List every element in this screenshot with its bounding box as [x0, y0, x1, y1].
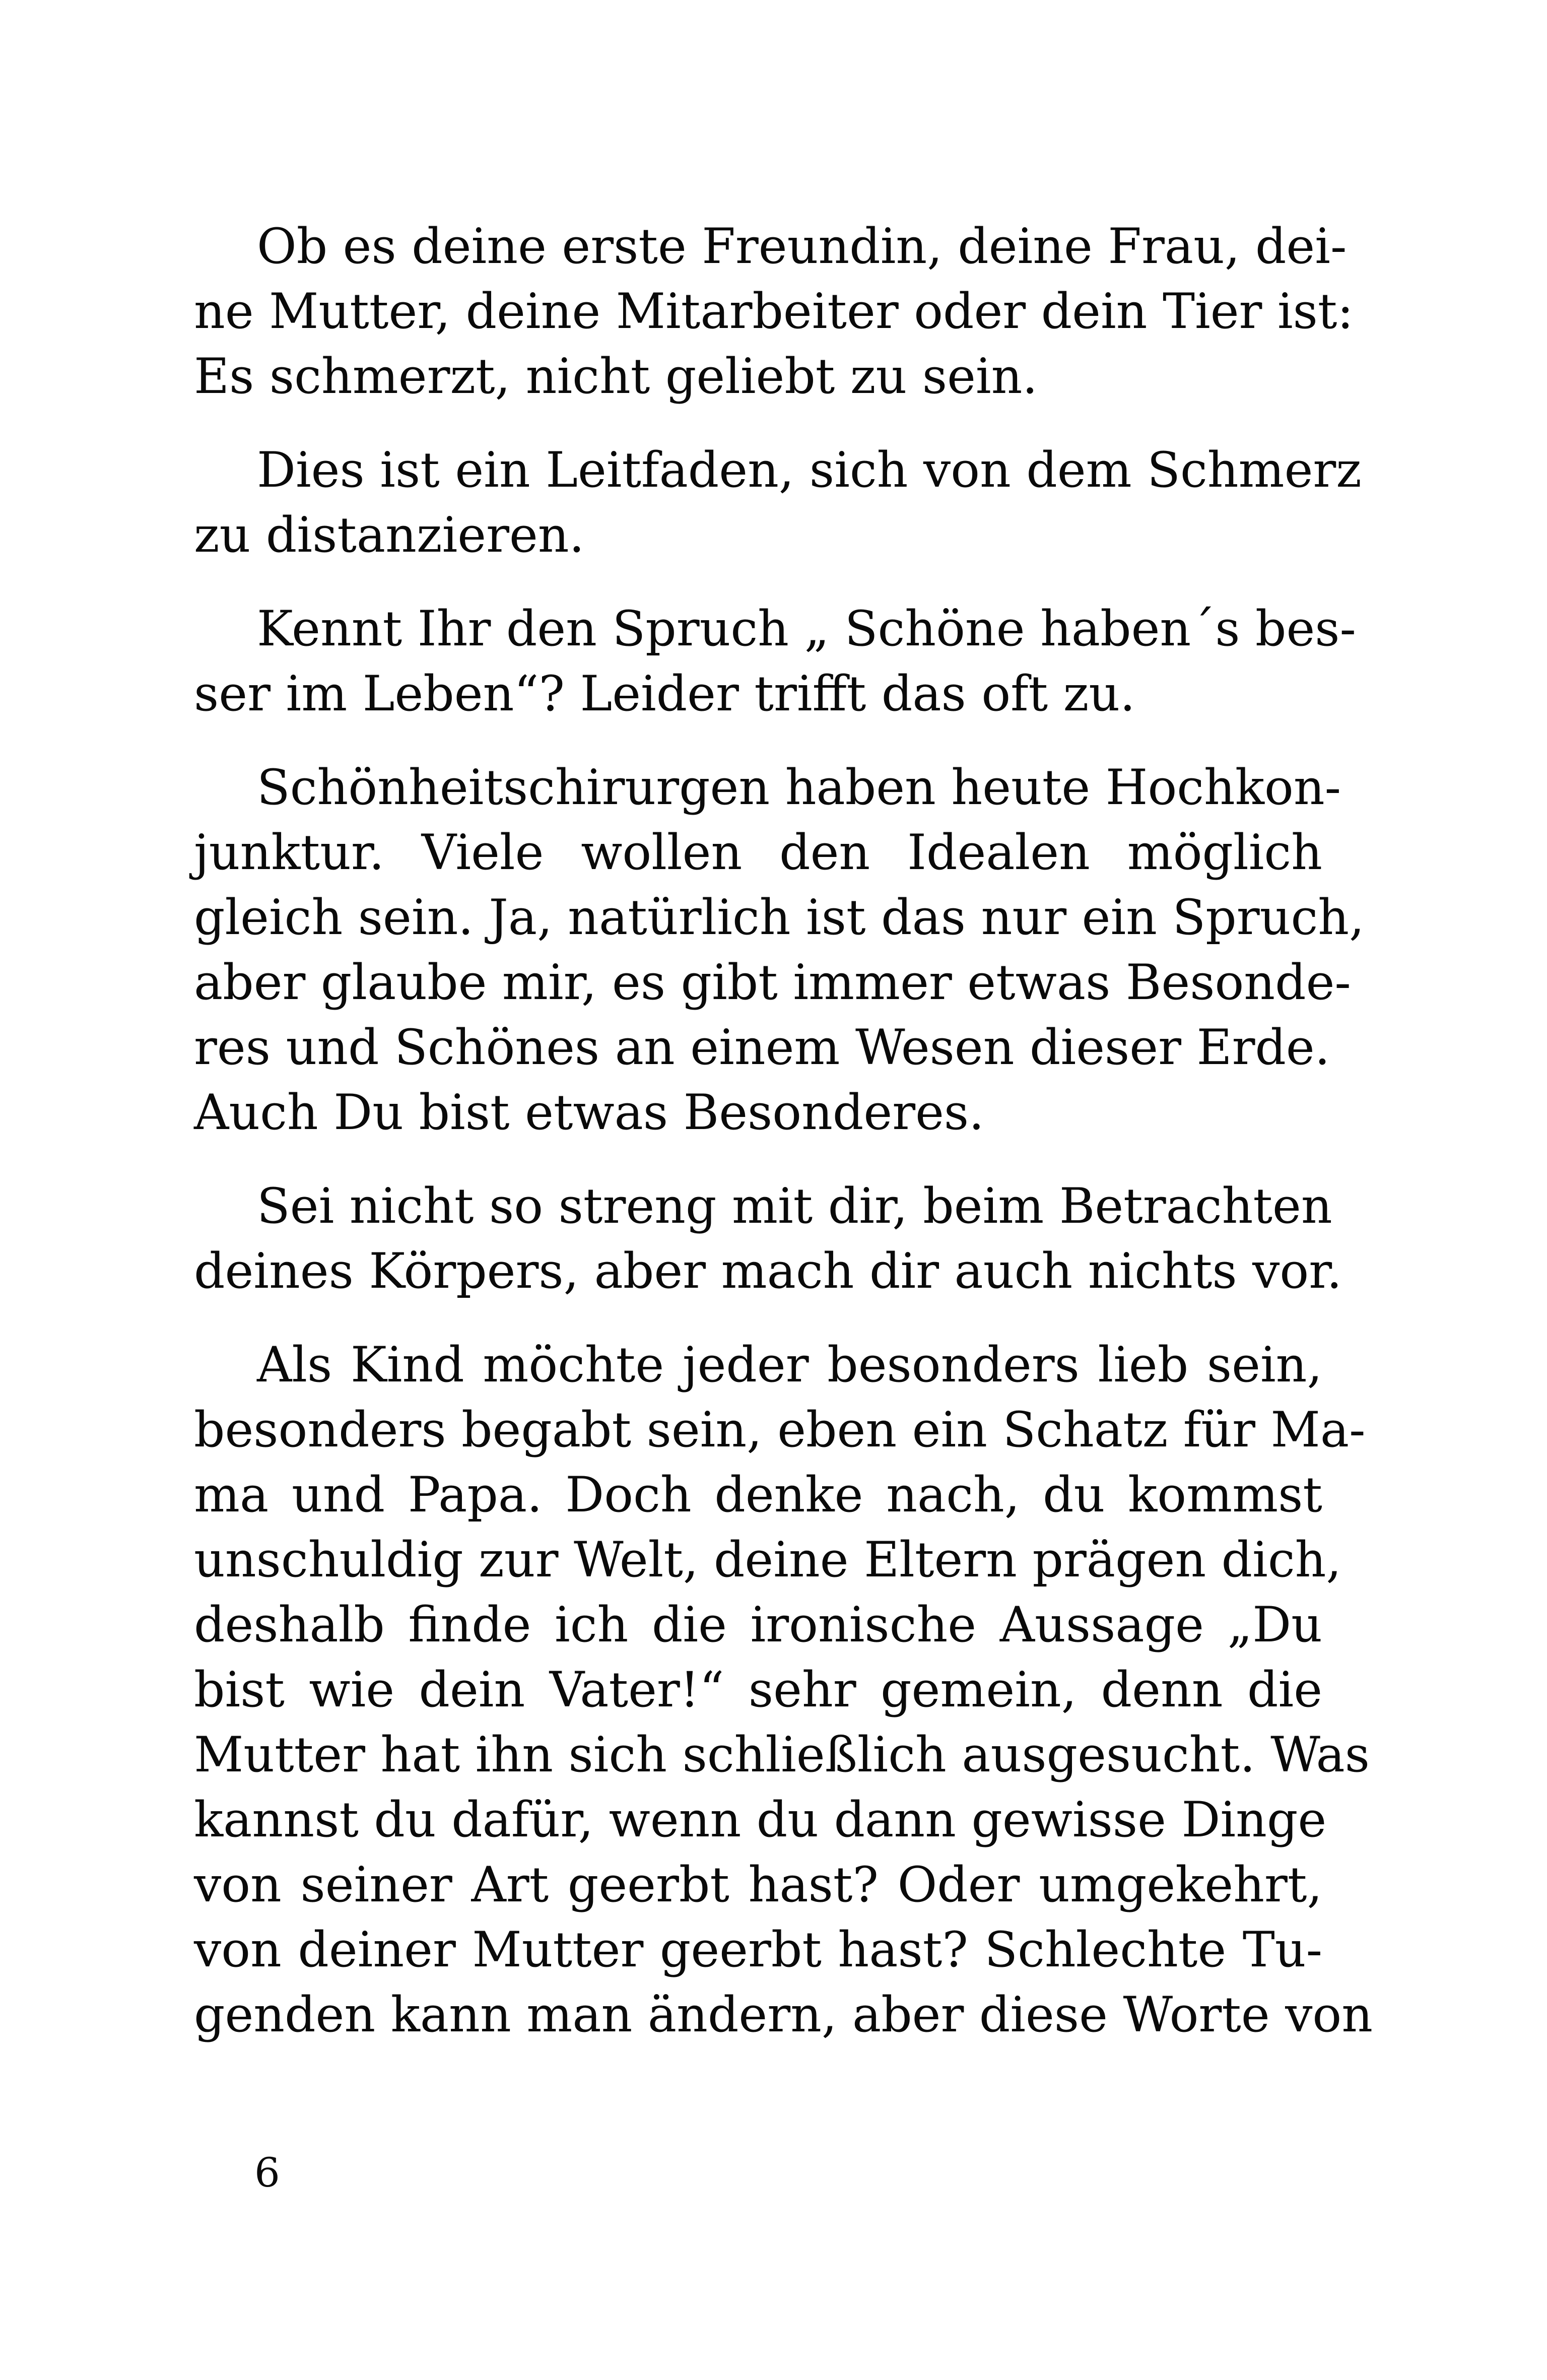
paragraph-6: [194, 1333, 1373, 2047]
paragraph-2: [194, 438, 1362, 568]
text-line: ma und Papa. Doch denke nach, du kommst: [194, 1467, 1322, 1523]
text-line: res und Schönes an einem Wesen dieser Erde.: [194, 1019, 1330, 1076]
text-line: Als Kind möchte jeder besonders lieb sein,: [257, 1337, 1322, 1393]
text-line: von deiner Mutter geerbt hast? Schlechte Tu-: [194, 1922, 1322, 1978]
text-line: junktur. Viele wollen den Idealen möglich: [194, 824, 1322, 881]
text-line: unschuldig zur Welt, deine Eltern prägen dich,: [194, 1532, 1341, 1588]
text-line: Mutter hat ihn sich schließlich ausgesucht. Was: [194, 1727, 1370, 1783]
text-line: bist wie dein Vater!“ sehr gemein, denn die: [194, 1662, 1322, 1718]
text-line: zu distanzieren.: [194, 507, 585, 563]
text-line: gleich sein. Ja, natürlich ist das nur ein Spruch,: [194, 889, 1365, 946]
body-text: [194, 214, 1373, 2076]
page-number: 6: [254, 2149, 280, 2196]
text-line: Schönheitschirurgen haben heute Hochkon-: [257, 759, 1341, 816]
text-line: deines Körpers, aber mach dir auch nichts vor.: [194, 1243, 1342, 1299]
paragraph-1: [194, 214, 1354, 409]
text-line: kannst du dafür, wenn du dann gewisse Dinge: [194, 1792, 1327, 1848]
text-line: deshalb finde ich die ironische Aussage „Du: [194, 1597, 1322, 1653]
text-line: von seiner Art geerbt hast? Oder umgekehrt,: [194, 1857, 1322, 1913]
text-line: Sei nicht so streng mit dir, beim Betrachten: [257, 1178, 1332, 1234]
text-line: aber glaube mir, es gibt immer etwas Besonde-: [194, 954, 1351, 1011]
text-line: Ob es deine erste Freundin, deine Frau, dei-: [257, 218, 1347, 275]
text-line: Auch Du bist etwas Besonderes.: [194, 1084, 984, 1141]
text-line: ne Mutter, deine Mitarbeiter oder dein Tier ist:: [194, 283, 1354, 340]
paragraph-3: [194, 597, 1356, 726]
text-line: besonders begabt sein, eben ein Schatz für Ma-: [194, 1402, 1366, 1458]
text-line: genden kann man ändern, aber diese Worte von: [194, 1987, 1373, 2043]
paragraph-4: [194, 755, 1365, 1145]
text-line: Dies ist ein Leitfaden, sich von dem Schmerz: [257, 442, 1362, 498]
text-line: ser im Leben“? Leider trifft das oft zu.: [194, 666, 1135, 722]
text-line: Es schmerzt, nicht geliebt zu sein.: [194, 348, 1038, 405]
text-line: Kennt Ihr den Spruch „ Schöne haben´s bes-: [257, 601, 1356, 657]
paragraph-5: [194, 1174, 1342, 1304]
